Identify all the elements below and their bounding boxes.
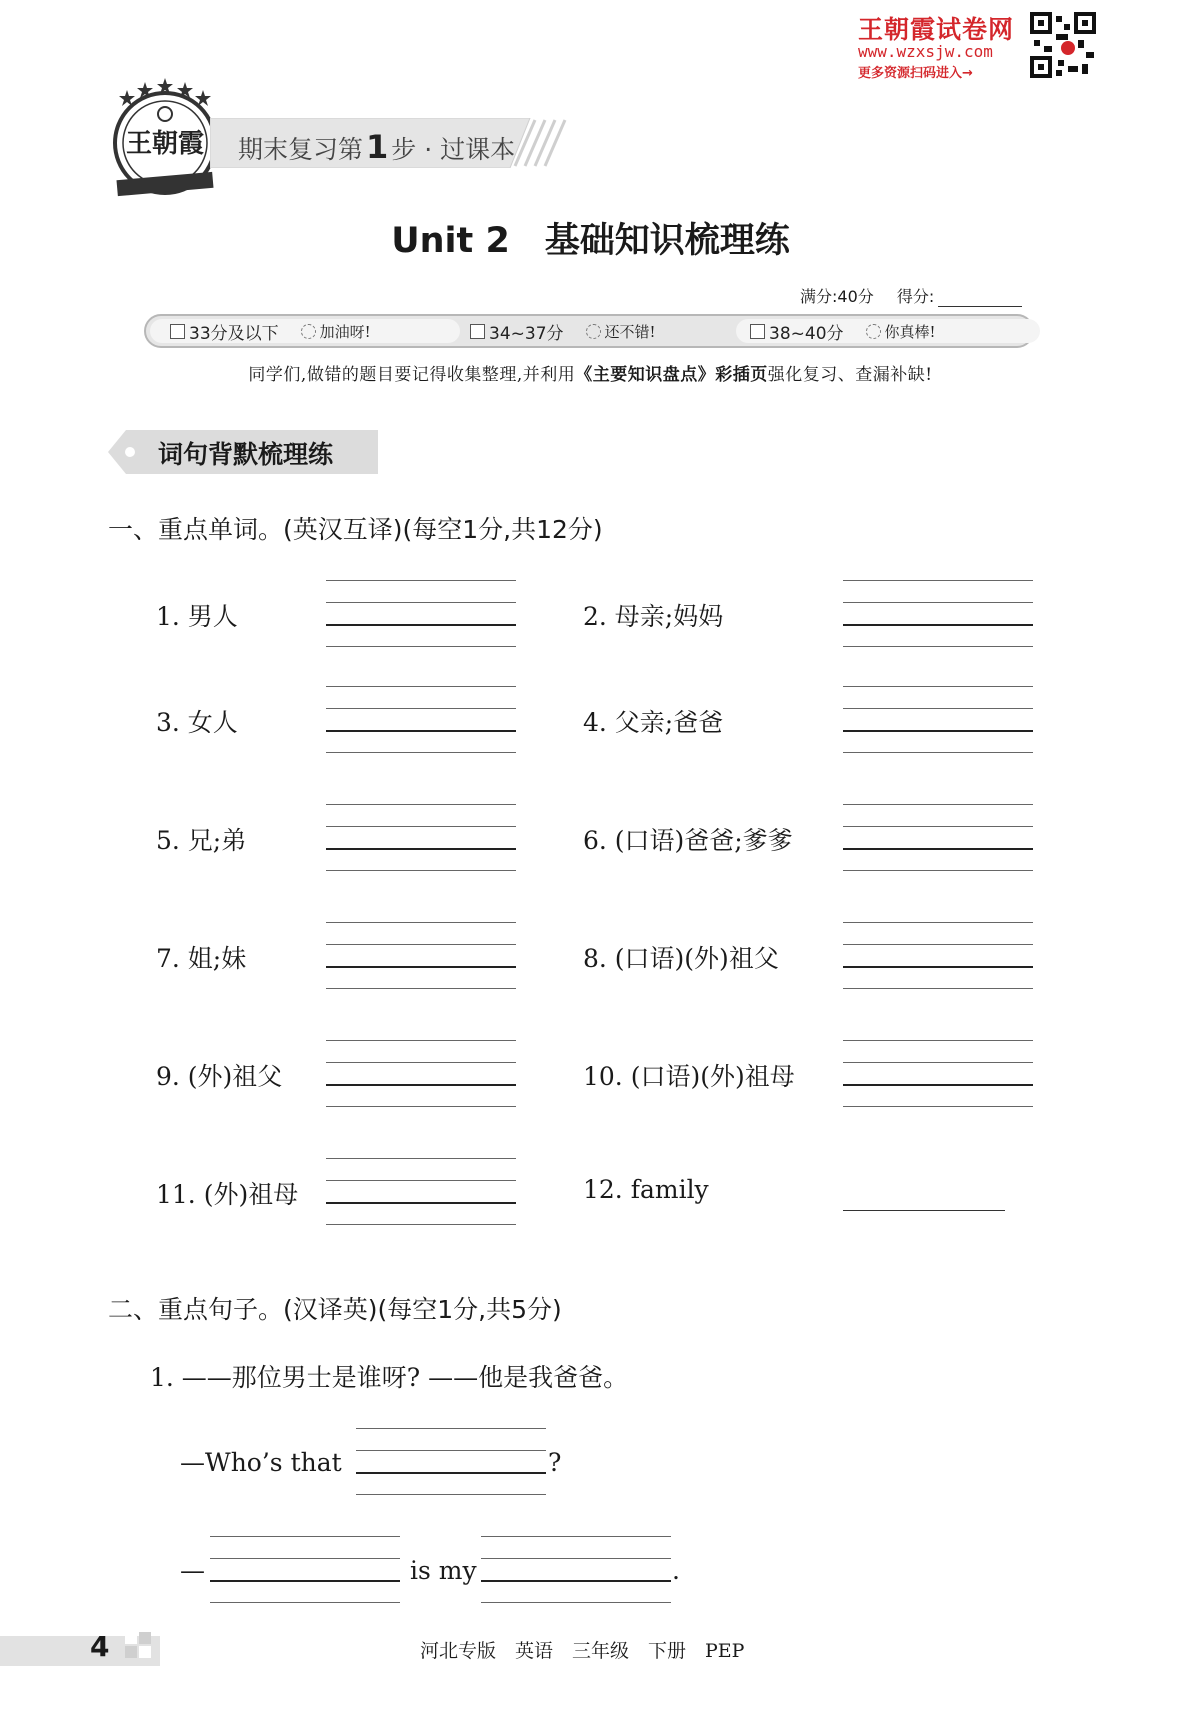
answer-blank[interactable]: [843, 580, 1033, 668]
answer-blank[interactable]: [843, 1210, 1005, 1211]
brand-name: 王朝霞试卷网: [858, 15, 1015, 44]
answer-blank[interactable]: [326, 1158, 516, 1246]
part1-heading: 一、重点单词。(英汉互译)(每空1分,共12分): [108, 515, 603, 544]
word-item: 1. 男人: [156, 602, 238, 631]
answer-blank[interactable]: [843, 922, 1033, 1010]
brand-note: 更多资源扫码进入→: [858, 66, 973, 81]
reminder-text: 同学们,做错的题目要记得收集整理,并利用《主要知识盘点》彩插页强化复习、查漏补缺!: [248, 365, 933, 385]
checkbox-icon[interactable]: [170, 324, 185, 339]
rating-option[interactable]: 33分及以下 加油呀!: [150, 319, 460, 343]
sentence-prompt: 1. ——那位男士是谁呀? ——他是我爸爸。: [150, 1363, 629, 1392]
smiley-icon: [301, 324, 316, 339]
smiley-icon: [586, 324, 601, 339]
seal-name: 王朝霞: [125, 129, 205, 159]
word-item: 3. 女人: [156, 708, 238, 737]
sentence-line2-post: .: [672, 1556, 680, 1585]
answer-blank[interactable]: [843, 804, 1033, 892]
qr-code-icon[interactable]: [1030, 12, 1096, 78]
word-item: 9. (外)祖父: [156, 1062, 283, 1091]
rating-bar: [144, 314, 1034, 348]
word-item: 11. (外)祖母: [156, 1180, 299, 1209]
checkbox-icon[interactable]: [750, 324, 765, 339]
section-tag: 词句背默梳理练: [158, 440, 334, 469]
answer-blank[interactable]: [843, 1040, 1033, 1128]
full-score-label: 满分:40分: [800, 287, 874, 306]
rating-option[interactable]: 38~40分 你真棒!: [736, 319, 1040, 343]
word-item: 12. family: [583, 1175, 709, 1204]
sentence-line2-pre: —: [180, 1556, 205, 1585]
rating-option[interactable]: 34~37分 还不错!: [456, 319, 730, 343]
answer-blank[interactable]: [481, 1536, 671, 1624]
answer-blank[interactable]: [326, 686, 516, 774]
score-field[interactable]: [938, 290, 1022, 307]
part2-heading: 二、重点句子。(汉译英)(每空1分,共5分): [108, 1295, 562, 1324]
word-item: 8. (口语)(外)祖父: [583, 944, 779, 973]
word-item: 7. 姐;妹: [156, 944, 247, 973]
answer-blank[interactable]: [356, 1428, 546, 1516]
answer-blank[interactable]: [326, 922, 516, 1010]
sentence-line1-pre: —Who’s that: [180, 1448, 342, 1477]
word-item: 5. 兄;弟: [156, 826, 247, 855]
brand-url[interactable]: www.wzxsjw.com: [858, 42, 993, 61]
word-item: 6. (口语)爸爸;爹爹: [583, 826, 793, 855]
answer-blank[interactable]: [326, 580, 516, 668]
brand-seal-icon: [105, 78, 225, 203]
sentence-line1-post: ?: [548, 1448, 562, 1477]
smiley-icon: [866, 324, 881, 339]
footer-info: 河北专版 英语 三年级 下册 PEP: [420, 1640, 745, 1662]
page-number: 4: [90, 1630, 110, 1663]
word-item: 4. 父亲;爸爸: [583, 708, 724, 737]
checkbox-icon[interactable]: [470, 324, 485, 339]
answer-blank[interactable]: [326, 804, 516, 892]
word-item: 2. 母亲;妈妈: [583, 602, 724, 631]
footer-decoration-icon: [125, 1632, 153, 1660]
word-item: 10. (口语)(外)祖母: [583, 1062, 795, 1091]
sentence-line2-mid: is my: [410, 1556, 477, 1585]
answer-blank[interactable]: [843, 686, 1033, 774]
answer-blank[interactable]: [210, 1536, 400, 1624]
page-title: Unit 2 基础知识梳理练: [391, 221, 790, 261]
banner-text: 期末复习第1 步 · 过课本: [238, 128, 516, 166]
answer-blank[interactable]: [326, 1040, 516, 1128]
score-row: [800, 284, 1022, 307]
got-score-label: 得分:: [896, 287, 935, 306]
